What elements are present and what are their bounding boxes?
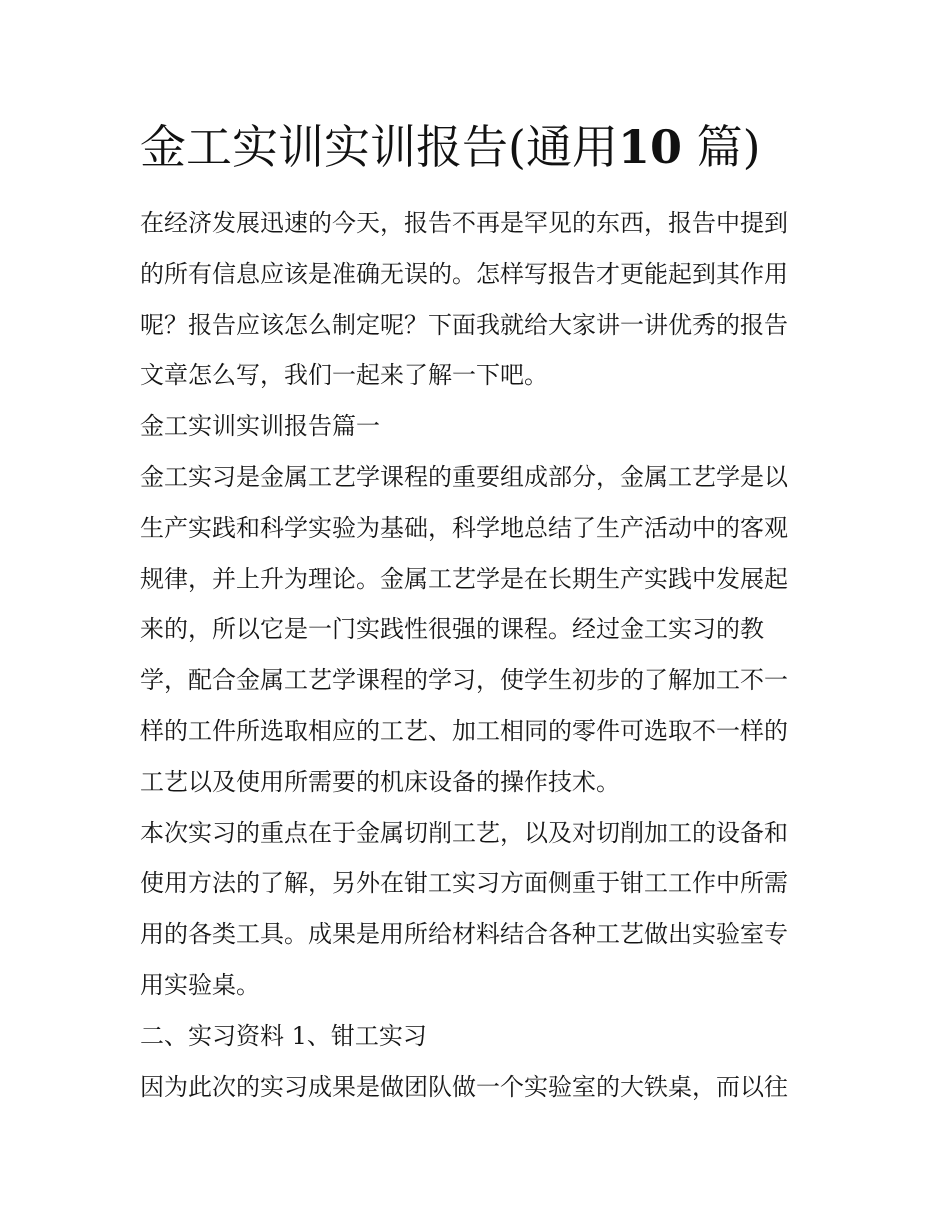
body-paragraph bbox=[140, 808, 812, 1011]
text-line: 的所有信息应该是准确无误的。怎样写报告才更能起到其作用 bbox=[140, 259, 788, 288]
text-line: 用的各类工具。成果是用所给材料结合各种工艺做出实验室专 bbox=[140, 920, 788, 949]
document-title bbox=[140, 112, 820, 182]
text-line: 本次实习的重点在于金属切削工艺，以及对切削加工的设备和 bbox=[140, 818, 788, 847]
text-line: 样的工件所选取相应的工艺、加工相同的零件可选取不一样的 bbox=[140, 716, 788, 745]
document-body bbox=[140, 198, 812, 1112]
subsection-heading bbox=[140, 1011, 812, 1062]
text-line: 使用方法的了解，另外在钳工实习方面侧重于钳工工作中所需 bbox=[140, 869, 788, 898]
text-line: 规律，并上升为理论。金属工艺学是在长期生产实践中发展起 bbox=[140, 564, 788, 593]
text-line: 二、实习资料 1、钳工实习 bbox=[140, 1021, 427, 1050]
text-line: 呢？报告应该怎么制定呢？下面我就给大家讲一讲优秀的报告 bbox=[140, 310, 788, 339]
text-line: 学，配合金属工艺学课程的学习，使学生初步的了解加工不一 bbox=[140, 666, 788, 695]
intro-paragraph bbox=[140, 198, 812, 401]
text-line: 在经济发展迅速的今天，报告不再是罕见的东西，报告中提到 bbox=[140, 209, 788, 237]
title-number: 10 bbox=[617, 120, 682, 174]
text-line: 金工实训实训报告篇一 bbox=[140, 412, 380, 441]
text-line: 金工实习是金属工艺学课程的重要组成部分，金属工艺学是以 bbox=[140, 462, 788, 491]
title-space bbox=[682, 120, 697, 174]
text-line: 用实验桌。 bbox=[140, 970, 260, 999]
text-line: 来的，所以它是一门实践性很强的课程。经过金工实习的教 bbox=[140, 615, 764, 644]
title-prefix: 金工实训实训报告(通用 bbox=[140, 120, 618, 174]
text-line: 因为此次的实习成果是做团队做一个实验室的大铁桌，而以往 bbox=[140, 1072, 788, 1101]
body-paragraph bbox=[140, 1062, 812, 1113]
section-heading bbox=[140, 401, 812, 452]
body-paragraph bbox=[140, 452, 812, 808]
title-suffix: 篇) bbox=[696, 120, 761, 174]
text-line: 生产实践和科学实验为基础，科学地总结了生产活动中的客观 bbox=[140, 513, 788, 542]
text-line: 文章怎么写，我们一起来了解一下吧。 bbox=[140, 361, 548, 390]
text-line: 工艺以及使用所需要的机床设备的操作技术。 bbox=[140, 767, 620, 796]
